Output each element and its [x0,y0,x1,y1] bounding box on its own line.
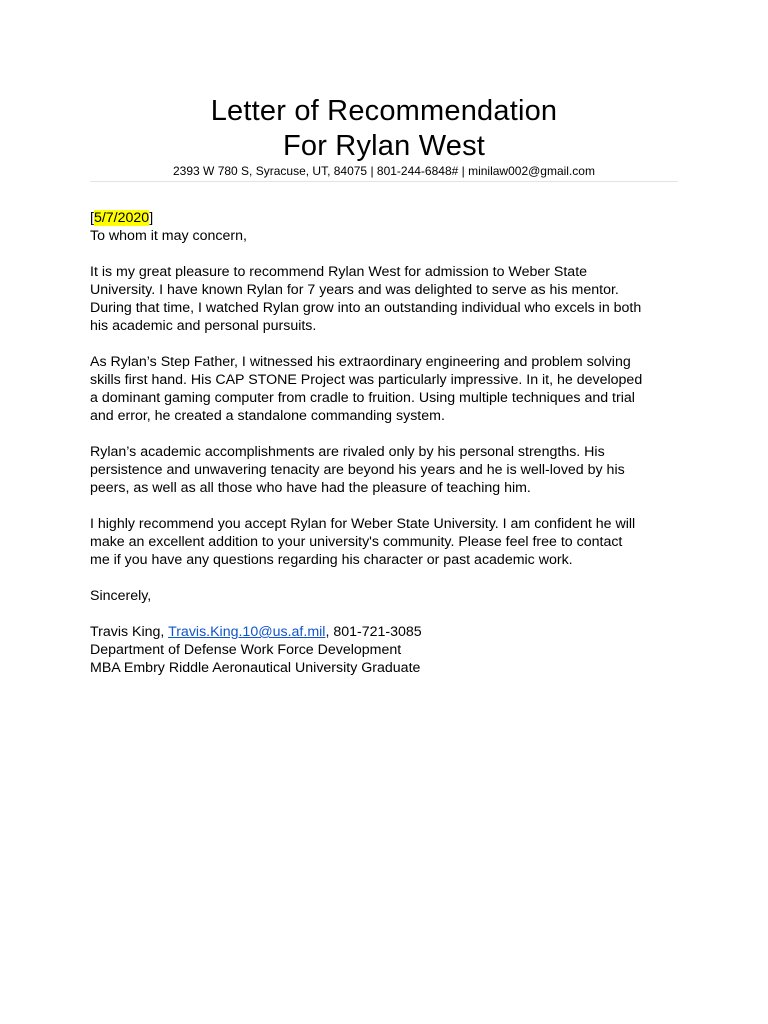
signature-block [90,623,690,677]
paragraph-1 [90,263,690,335]
paragraph-4 [90,515,690,569]
signer-line [90,623,690,641]
paragraph-line: persistence and unwavering tenacity are beyond his years and he is well-loved by his [90,462,625,478]
paragraph-line: me if you have any questions regarding his character or past academic work. [90,552,573,568]
letter-date [90,209,690,227]
paragraph-line: I highly recommend you accept Rylan for Weber State University. I am confident he will [90,516,636,532]
paragraph-line: University. I have known Rylan for 7 years and was delighted to serve as his mentor. [90,282,619,298]
paragraph-line: During that time, I watched Rylan grow into an outstanding individual who excels in both [90,300,642,316]
contact-line: 2393 W 780 S, Syracuse, UT, 84075 | 801-244-6848# | minilaw002@gmail.com [173,164,595,178]
signer-degree: MBA Embry Riddle Aeronautical University Graduate [90,660,421,676]
paragraph-line: and error, he created a standalone commanding system. [90,408,445,424]
paragraph-line: peers, as well as all those who have had the pleasure of teaching him. [90,480,531,496]
paragraph-2 [90,353,690,425]
paragraph-3 [90,443,690,497]
salutation: To whom it may concern, [90,228,247,244]
paragraph-line: skills first hand. His CAP STONE Project was particularly impressive. In it, he developed [90,372,643,388]
letter-title: Letter of Recommendation [210,95,558,127]
signer-org: Department of Defense Work Force Development [90,642,402,658]
paragraph-line: make an excellent addition to your university's community. Please feel free to contact [90,534,623,550]
date-bracket-open: [ [90,210,94,226]
date-bracket-close: ] [149,210,154,226]
paragraph-line: Rylan’s academic accomplishments are rivaled only by his personal strengths. His [90,444,605,460]
paragraph-line: a dominant gaming computer from cradle to fruition. Using multiple techniques and trial [90,390,635,406]
signer-email-link[interactable]: Travis.King.10@us.af.mil [168,624,326,640]
paragraph-line: As Rylan’s Step Father, I witnessed his extraordinary engineering and problem solving [90,354,631,370]
header-divider [90,181,678,182]
letter-subtitle: For Rylan West [282,130,486,162]
signer-phone: , 801-721-3085 [325,624,422,640]
paragraph-line: It is my great pleasure to recommend Rylan West for admission to Weber State [90,264,588,280]
signer-name: Travis King, [90,624,169,640]
closing: Sincerely, [90,588,152,604]
paragraph-line: his academic and personal pursuits. [90,318,317,334]
date-value: 5/7/2020 [93,210,150,226]
